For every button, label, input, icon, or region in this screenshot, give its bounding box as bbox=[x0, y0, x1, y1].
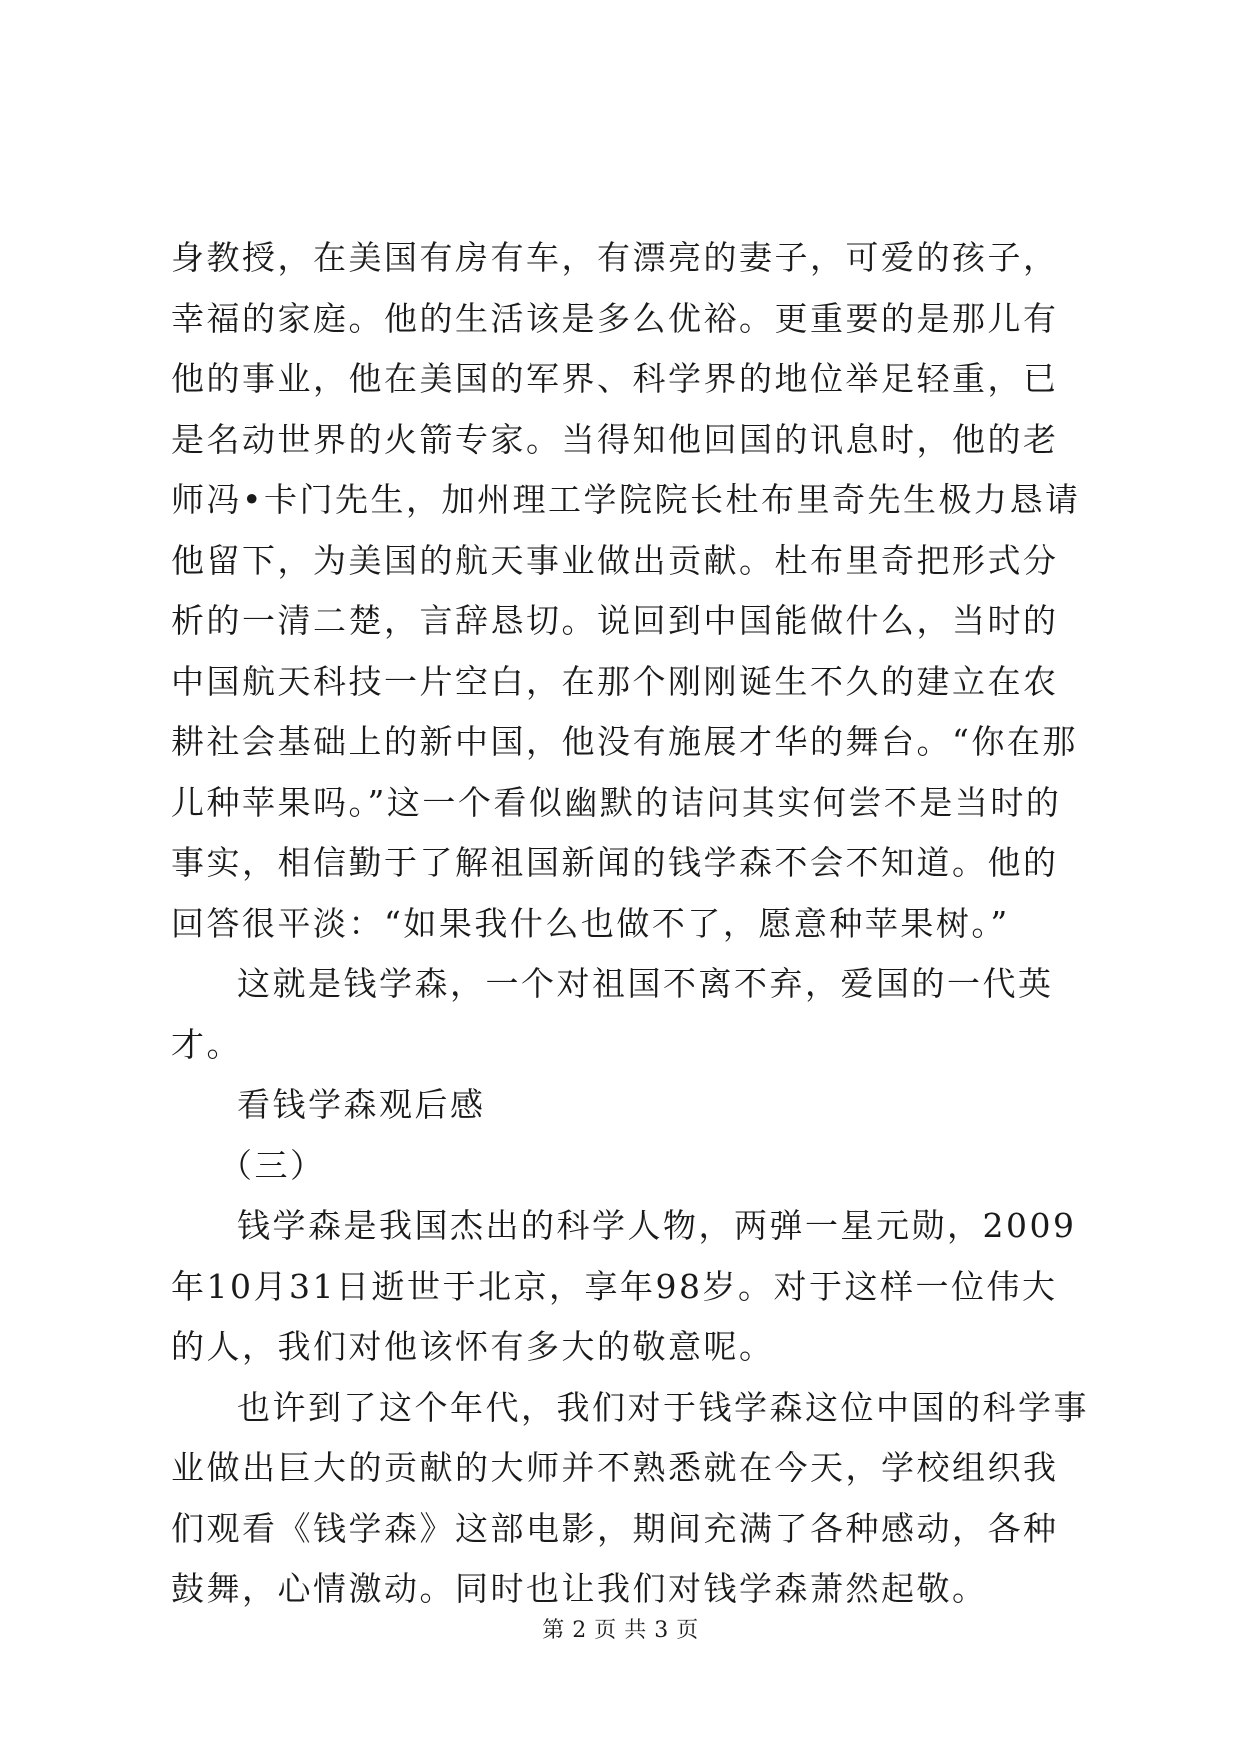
section-number: （三） bbox=[219, 1145, 326, 1185]
document-body bbox=[171, 228, 1091, 1620]
paragraph-reflection: 也许到了这个年代，我们对于钱学森这位中国的科学事业做出巨大的贡献的大师并不熟悉就在今天，学校组织我们观看《钱学森》这部电影，期间充满了各种感动，各种鼓舞，心情激动。同时也让我们对钱学森萧然起敬。 bbox=[171, 1387, 1089, 1608]
paragraph-continuation: 身教授，在美国有房有车，有漂亮的妻子，可爱的孩子，幸福的家庭。他的生活该是多么优裕。更重要的是那儿有他的事业，他在美国的军界、科学界的地位举足轻重，已是名动世界的火箭专家。当得知他回国的讯息时，他的老师冯•卡门先生，加州理工学院院长杜布里奇先生极力恳请他留下，为美国的航天事业做出贡献。杜布里奇把形式分析的一清二楚，言辞恳切。说回到中国能做什么，当时的中国航天科技一片空白，在那个刚刚诞生不久的建立在农耕社会基础上的新中国，他没有施展才华的舞台。“你在那儿种苹果吗。”这一个看似幽默的诘问其实何尝不是当时的事实，相信勤于了解祖国新闻的钱学森不会不知道。他的回答很平淡：“如果我什么也做不了，愿意种苹果树。” bbox=[171, 238, 1081, 943]
paragraph-intro: 钱学森是我国杰出的科学人物，两弹一星元勋，2009年10月31日逝世于北京，享年98岁。对于这样一位伟大的人，我们对他该怀有多大的敬意呢。 bbox=[171, 1206, 1077, 1366]
page-footer: 第 2 页 共 3 页 bbox=[542, 1618, 699, 1643]
paragraph-conclusion: 这就是钱学森，一个对祖国不离不弃，爱国的一代英才。 bbox=[171, 964, 1054, 1064]
essay-title: 看钱学森观后感 bbox=[237, 1085, 486, 1124]
